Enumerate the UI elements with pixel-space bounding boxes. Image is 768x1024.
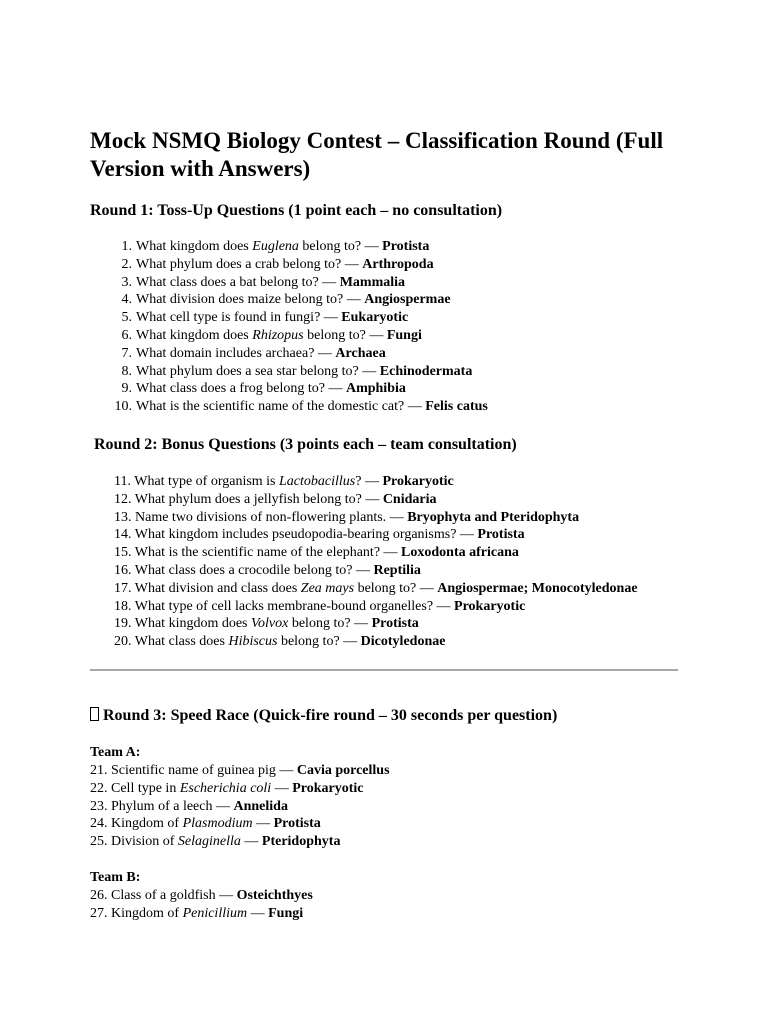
round1-heading: Round 1: Toss-Up Questions (1 point each – no consultation) [90,202,503,219]
round2-heading: Round 2: Bonus Questions (3 points each – team consultation) [94,436,517,453]
question-number: 5. [121,310,132,326]
question-number: 22. [90,780,108,796]
answer: Prokaryotic [382,474,454,489]
question-item [90,798,390,816]
question-text-tail: belong to? — [354,580,438,596]
question-number: 19. [114,616,132,632]
question-number: 17. [114,580,132,596]
question-text: What kingdom does [134,616,252,632]
question-item [114,309,488,327]
question-number: 25. [90,834,108,850]
question-text: What class does a frog belong to? — [136,381,346,397]
round3-heading [90,706,557,726]
question-italic-term: Hibiscus [228,634,278,650]
answer: Dicotyledonae [360,634,446,650]
question-text: What kingdom does [136,239,253,254]
answer: Loxodonta africana [401,545,519,561]
answer: Cnidaria [382,491,437,507]
question-text: What type of cell lacks membrane-bound organelles? — [134,598,455,614]
answer: Echinodermata [379,363,473,379]
question-number: 21. [90,763,108,778]
question-text: Phylum of a leech — [111,798,234,814]
question-item [114,327,488,345]
question-number: 27. [90,905,108,921]
question-text: What class does [134,634,229,650]
page-title: Mock NSMQ Biology Contest – Classification Round (Full Version with Answers) [90,128,664,181]
answer: Felis catus [425,399,488,415]
question-text: What type of organism is [134,474,280,489]
team-a-label: Team A: [90,745,141,760]
answer: Amphibia [345,381,406,397]
question-text: What is the scientific name of the domestic cat? — [136,399,426,415]
question-number: 20. [114,634,132,650]
question-italic-term: Volvox [251,616,289,632]
round2-question-list [114,473,638,651]
question-text: What phylum does a jellyfish belong to? — [134,491,383,507]
question-text: What domain includes archaea? — [136,345,336,361]
question-text: What kingdom does [136,327,253,343]
answer: Protista [382,239,430,254]
question-item [90,762,390,780]
question-text-tail: — [240,834,262,850]
question-item [114,274,488,292]
question-number: 12. [114,491,132,507]
question-item [114,633,638,651]
answer: Prokaryotic [454,598,526,614]
question-text-tail: — [252,816,274,832]
answer: Fungi [386,327,422,343]
question-text-tail: belong to? — [288,616,372,632]
question-text: What class does a bat belong to? — [136,274,340,290]
question-text-tail: — [247,905,269,921]
question-text: Cell type in [111,780,180,796]
question-number: 18. [114,598,132,614]
question-item [114,526,638,544]
question-text: What cell type is found in fungi? — [136,310,342,326]
answer: Eukaryotic [341,310,409,326]
question-text: Name two divisions of non-flowering plants. — [135,509,408,525]
question-number: 24. [90,816,108,832]
question-text-tail: — [271,780,293,796]
round1-question-list [114,238,488,416]
question-item [114,580,638,598]
question-text-tail: belong to? — [277,634,361,650]
answer: Protista [371,616,419,632]
question-italic-term: Zea mays [300,580,355,596]
question-number: 15. [114,545,132,561]
answer: Prokaryotic [292,780,364,796]
question-number: 14. [114,527,132,543]
question-item [114,398,488,416]
question-item [114,238,488,256]
question-number: 16. [114,562,132,578]
question-item [114,598,638,616]
question-item [90,887,313,905]
question-italic-term: Plasmodium [182,816,253,832]
question-item [114,509,638,527]
team-a-question-list [90,762,390,851]
question-text: What class does a crocodile belong to? — [134,562,374,578]
answer: Archaea [335,345,386,361]
answer: Osteichthyes [236,888,313,903]
question-item [90,815,390,833]
answer: Cavia porcellus [296,763,390,778]
question-item [90,780,390,798]
question-italic-term: Rhizopus [252,327,304,343]
question-item [114,363,488,381]
question-number: 8. [121,363,132,379]
section-divider [90,669,678,671]
question-text: What is the scientific name of the elephant? — [134,545,402,561]
question-text: What phylum does a sea star belong to? — [136,363,380,379]
answer: Protista [477,527,525,543]
question-number: 2. [121,256,132,272]
question-number: 4. [121,292,132,308]
answer: Pteridophyta [261,834,341,850]
question-text: Class of a goldfish — [111,888,237,903]
answer: Angiospermae; Monocotyledonae [437,580,638,596]
question-number: 3. [121,274,132,290]
question-item [114,345,488,363]
question-number: 9. [121,381,132,397]
question-number: 26. [90,888,108,903]
question-text: What division does maize belong to? — [136,292,365,308]
question-number: 7. [121,345,132,361]
question-italic-term: Escherichia coli [179,780,272,796]
question-item [114,380,488,398]
answer: Angiospermae [364,292,451,308]
question-italic-term: Selaginella [177,834,241,850]
question-text: Division of [111,834,178,850]
question-item [114,491,638,509]
team-b-question-list [90,887,313,923]
question-text: What phylum does a crab belong to? — [136,256,363,272]
question-item [114,544,638,562]
question-number: 1. [121,239,132,254]
missing-glyph-icon [90,707,99,721]
question-italic-term: Euglena [252,239,299,254]
answer: Arthropoda [362,256,434,272]
question-item [114,291,488,309]
question-text: Scientific name of guinea pig — [111,763,297,778]
answer: Fungi [268,905,304,921]
answer: Bryophyta and Pteridophyta [407,509,580,525]
question-text-tail: belong to? — [303,327,387,343]
answer: Annelida [233,798,288,814]
question-number: 23. [90,798,108,814]
question-italic-term: Lactobacillus [279,474,356,489]
team-b-label: Team B: [90,870,141,885]
question-italic-term: Penicillium [182,905,248,921]
question-item [90,833,390,851]
question-number: 10. [114,399,132,415]
question-number: 13. [114,509,132,525]
question-item [114,615,638,633]
question-item [90,905,313,923]
answer: Protista [273,816,321,832]
question-text: What division and class does [134,580,301,596]
question-number: 11. [114,474,131,489]
question-item [114,473,638,491]
round3-heading-text: Round 3: Speed Race (Quick-fire round – 30 seconds per question) [103,707,558,724]
question-item [114,562,638,580]
question-text: Kingdom of [111,816,183,832]
question-text-tail: belong to? — [298,239,383,254]
question-text: Kingdom of [111,905,183,921]
question-item [114,256,488,274]
answer: Reptilia [373,562,421,578]
question-number: 6. [121,327,132,343]
question-text: What kingdom includes pseudopodia-bearing organisms? — [134,527,478,543]
question-text-tail: ? — [355,474,383,489]
answer: Mammalia [339,274,406,290]
